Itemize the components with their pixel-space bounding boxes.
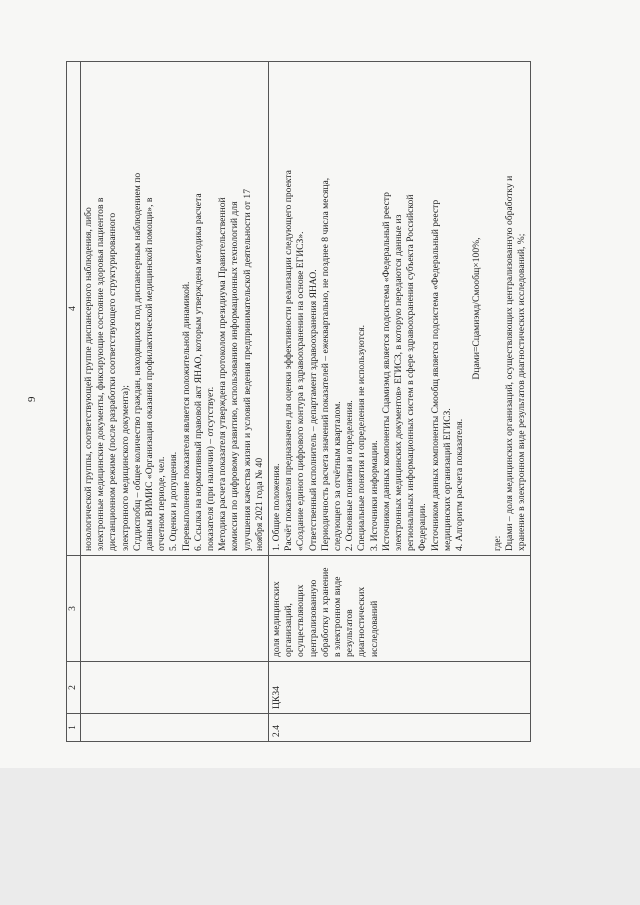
rotated-document-page: [20, 24, 600, 762]
text-line: электронных медицинских документов» ЕГИСЗ, в которую передаются данные из: [393, 214, 405, 551]
header-cell: 2: [67, 662, 81, 714]
scan-margin: [0, 768, 640, 905]
name-line: централизованную: [307, 579, 319, 657]
text-line: Федерации.: [417, 503, 429, 551]
name-line: результатов: [344, 609, 356, 657]
header-cell: 3: [67, 556, 81, 662]
name-line: обработку и хранение: [319, 567, 331, 657]
text-line: Периодичность расчета значений показателей – ежеквартально, не позднее 8 числа месяца,: [319, 177, 331, 551]
name-line: в электронном виде: [332, 576, 344, 657]
text-line: Источником данных компоненты Сцамиэмд является подсистема «Федеральный реестр: [380, 192, 392, 551]
text-line: комиссии по цифровому развитию, использованию информационных технологий для: [229, 201, 241, 551]
text-line: показателя (при наличии) – отсутствует.: [205, 386, 217, 551]
text-line: хранение в электронном виде результатов диагностических исследований, %;: [515, 233, 527, 551]
text-line: Источником данных компоненты Смообщ является подсистема «Федеральный реестр: [429, 199, 441, 551]
table-row-continuation: [81, 62, 269, 742]
text-line: отчетном периоде, чел.: [156, 456, 168, 551]
table-header-row: [67, 62, 81, 742]
text-line: 5. Оценки и допущения.: [168, 451, 180, 551]
text-line: 6. Ссылка на нормативный правовой акт ЯНАО, которым утверждена методика расчета: [192, 193, 204, 551]
text-line: Сгддиспобщ – общее количество граждан, находящихся под диспансерным наблюдением по: [131, 172, 143, 551]
text-line: Методика расчета показателя утверждена протоколом президиума Правительственной: [217, 197, 229, 551]
text-line: Перевыполнение показателя является положительной динамикой.: [180, 281, 192, 551]
table-row-2-4: [269, 62, 531, 742]
name-line: исследований: [368, 600, 380, 657]
text-line: 4. Алгоритм расчета показателя.: [454, 418, 466, 551]
header-cell: 1: [67, 714, 81, 742]
text-line: «Создание единого цифрового контура в здравоохранении на основе ЕГИСЗ».: [295, 231, 307, 551]
text-line: электронного медицинского документа);: [119, 385, 131, 551]
text-line: Ответственный исполнитель – департамент здравоохранения ЯНАО.: [307, 269, 319, 551]
text-line: медицинских организаций ЕГИСЗ.: [441, 408, 453, 551]
text-line: 3. Источники информации.: [368, 440, 380, 551]
name-line: диагностических: [356, 586, 368, 657]
text-line: где:: [491, 535, 503, 551]
formula: Dцами=Сцамиэмд/Смообщ×100%,: [471, 237, 483, 380]
indicator-table: [66, 61, 531, 742]
text-line: Dцами – доля медицинских организаций, осуществляющих централизованную обработку и: [503, 175, 515, 551]
name-line: осуществляющих: [295, 584, 307, 657]
name-line: доля медицинских: [271, 581, 283, 657]
text-line: 1. Общие положения.: [271, 463, 283, 551]
text-line: улучшения качества жизни и условий ведения предпринимательской деятельности от 17: [241, 189, 253, 551]
text-line: электронные медицинские документы, фиксирующие состояние здоровья пациентов в: [95, 197, 107, 551]
continuation-text: [81, 62, 269, 556]
text-line: Расчёт показателя предназначен для оценки эффективности реализации следующего проекта: [283, 170, 295, 551]
indicator-code: ЦК34: [269, 662, 531, 714]
indicator-name: [269, 556, 531, 662]
row-number: 2.4: [269, 714, 531, 742]
header-cell: 4: [67, 62, 81, 556]
text-line: следующего за отчётным кварталом.: [332, 401, 344, 551]
indicator-methodology: [269, 62, 531, 556]
text-line: ноября 2021 года № 40: [253, 457, 265, 551]
name-line: организаций,: [283, 603, 295, 657]
text-line: 2. Основные понятия и определения.: [344, 400, 356, 551]
text-line: Специальные понятия и определения не используются.: [356, 324, 368, 551]
text-line: региональных информационных систем в сфере здравоохранения субъекта Российской: [405, 194, 417, 551]
text-line: дистанционном режиме (после разработки соответствующего структурированного: [107, 212, 119, 551]
text-line: данным ВИМИС «Организация оказания профилактической медицинской помощи», в: [144, 197, 156, 551]
text-line: нозологической группы, соответствующей группе диспансерного наблюдения, либо: [83, 207, 94, 551]
page-number: 9: [26, 396, 38, 402]
